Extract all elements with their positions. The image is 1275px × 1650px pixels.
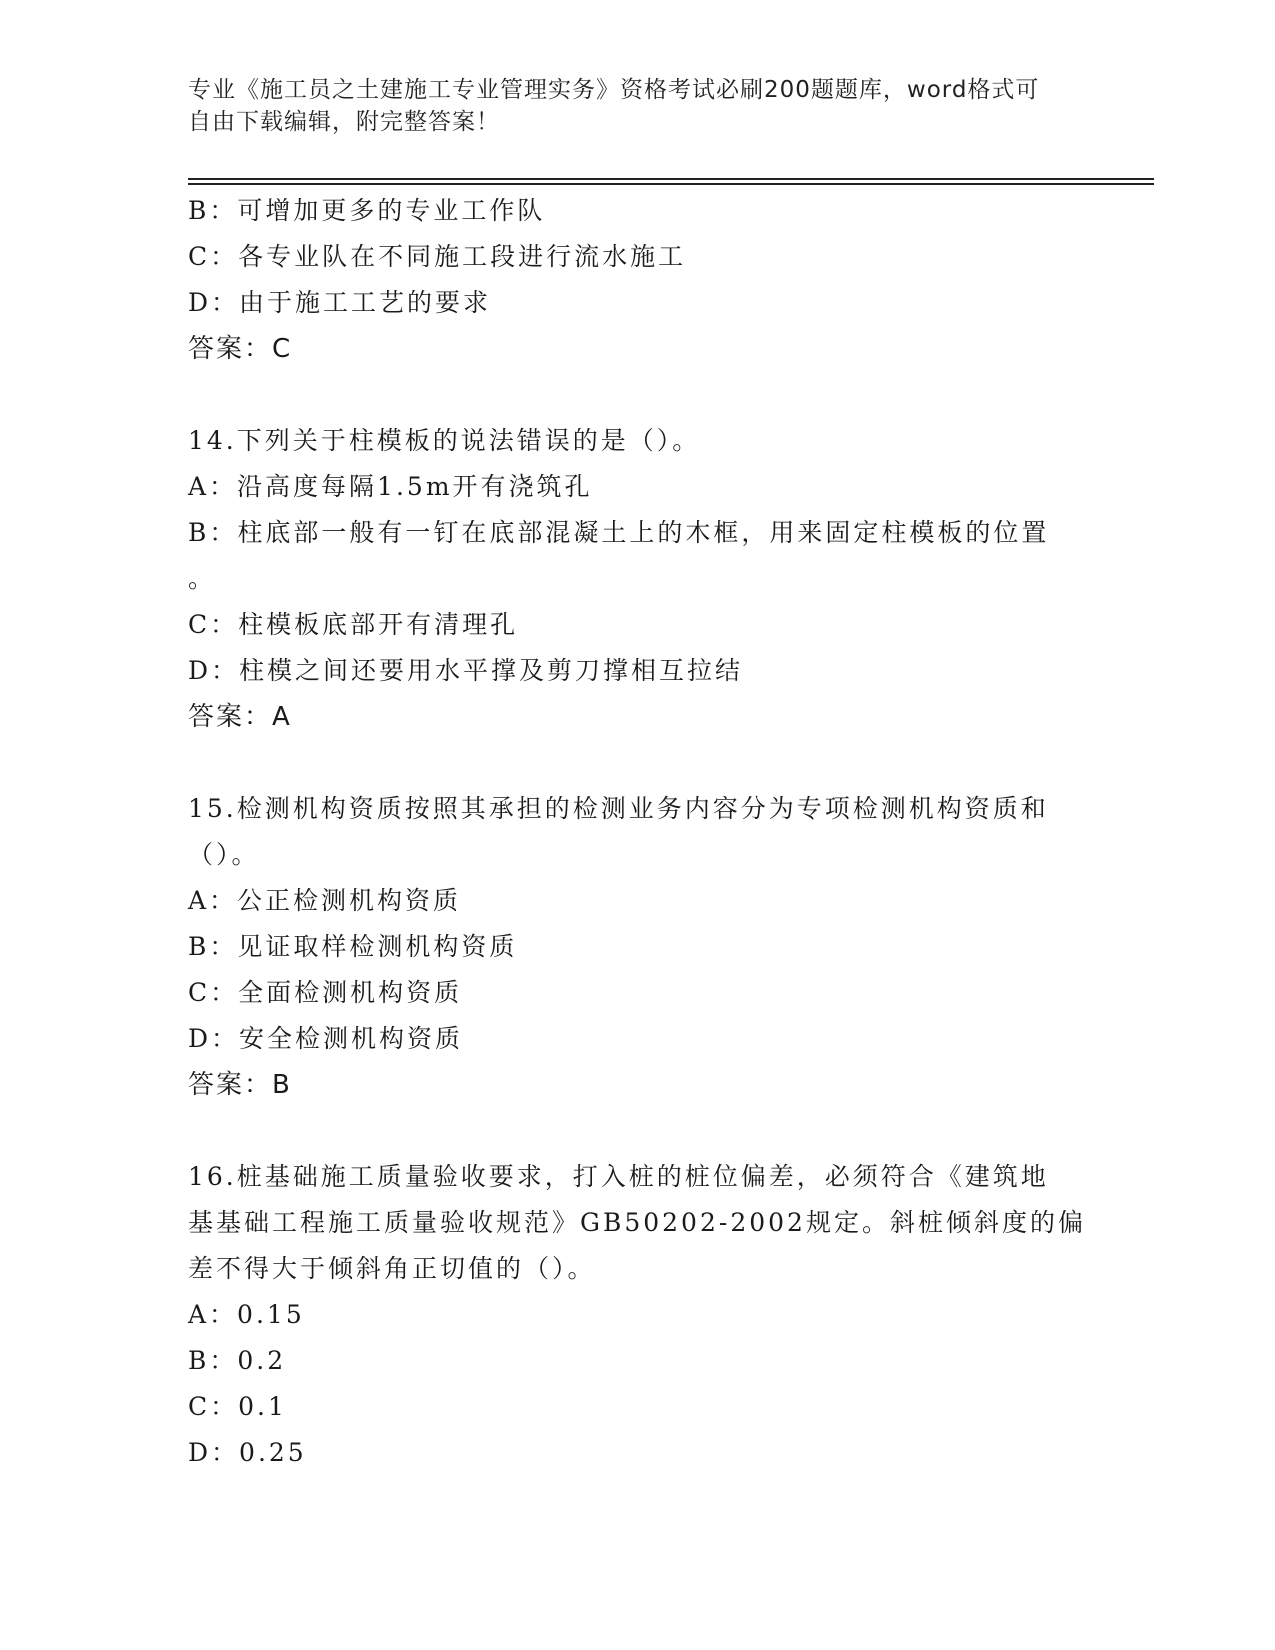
option-c: C：0.1 xyxy=(188,1392,287,1421)
option-a: A：0.15 xyxy=(188,1300,305,1329)
option-d: D：安全检测机构资质 xyxy=(188,1024,464,1053)
answer-line: 答案：C xyxy=(188,334,293,364)
spacer xyxy=(188,1108,1088,1154)
document-header xyxy=(188,74,1068,138)
question-16 xyxy=(188,1154,1088,1476)
option-d: D：柱模之间还要用水平撑及剪刀撑相互拉结 xyxy=(188,656,744,685)
question-13-tail xyxy=(188,188,1088,372)
question-14 xyxy=(188,418,1088,740)
spacer xyxy=(188,740,1088,786)
answer-line: 答案：B xyxy=(188,1070,292,1100)
option-d: D：由于施工工艺的要求 xyxy=(188,288,492,317)
option-a: A：沿高度每隔1.5m开有浇筑孔 xyxy=(188,472,593,501)
option-b-continued: 。 xyxy=(188,564,217,593)
question-list xyxy=(188,188,1088,1476)
header-line-2: 自由下载编辑，附完整答案！ xyxy=(188,109,500,135)
option-c: C：各专业队在不同施工段进行流水施工 xyxy=(188,242,687,271)
question-stem: 14.下列关于柱模板的说法错误的是（）。 xyxy=(188,426,701,455)
question-stem: 15.检测机构资质按照其承担的检测业务内容分为专项检测机构资质和 xyxy=(188,794,1049,823)
question-stem: 16.桩基础施工质量验收要求，打入桩的桩位偏差，必须符合《建筑地 xyxy=(188,1162,1049,1191)
option-c: C：全面检测机构资质 xyxy=(188,978,463,1007)
option-c: C：柱模板底部开有清理孔 xyxy=(188,610,519,639)
option-b: B：可增加更多的专业工作队 xyxy=(188,196,546,225)
header-line-1: 专业《施工员之土建施工专业管理实务》资格考试必刷200题题库，word格式可 xyxy=(188,77,1040,103)
answer-line: 答案：A xyxy=(188,702,292,732)
question-15 xyxy=(188,786,1088,1108)
question-stem-continued: 基基础工程施工质量验收规范》GB50202-2002规定。斜桩倾斜度的偏 xyxy=(188,1208,1086,1237)
question-stem-continued: （）。 xyxy=(188,840,260,869)
option-b: B：柱底部一般有一钉在底部混凝土上的木框，用来固定柱模板的位置 xyxy=(188,518,1050,547)
header-rule-top xyxy=(188,178,1154,180)
option-d: D：0.25 xyxy=(188,1438,307,1467)
header-rule-bottom xyxy=(188,183,1154,185)
spacer xyxy=(188,372,1088,418)
question-stem-continued: 差不得大于倾斜角正切值的（）。 xyxy=(188,1254,596,1283)
option-b: B：0.2 xyxy=(188,1346,287,1375)
option-a: A：公正检测机构资质 xyxy=(188,886,462,915)
option-b: B：见证取样检测机构资质 xyxy=(188,932,518,961)
